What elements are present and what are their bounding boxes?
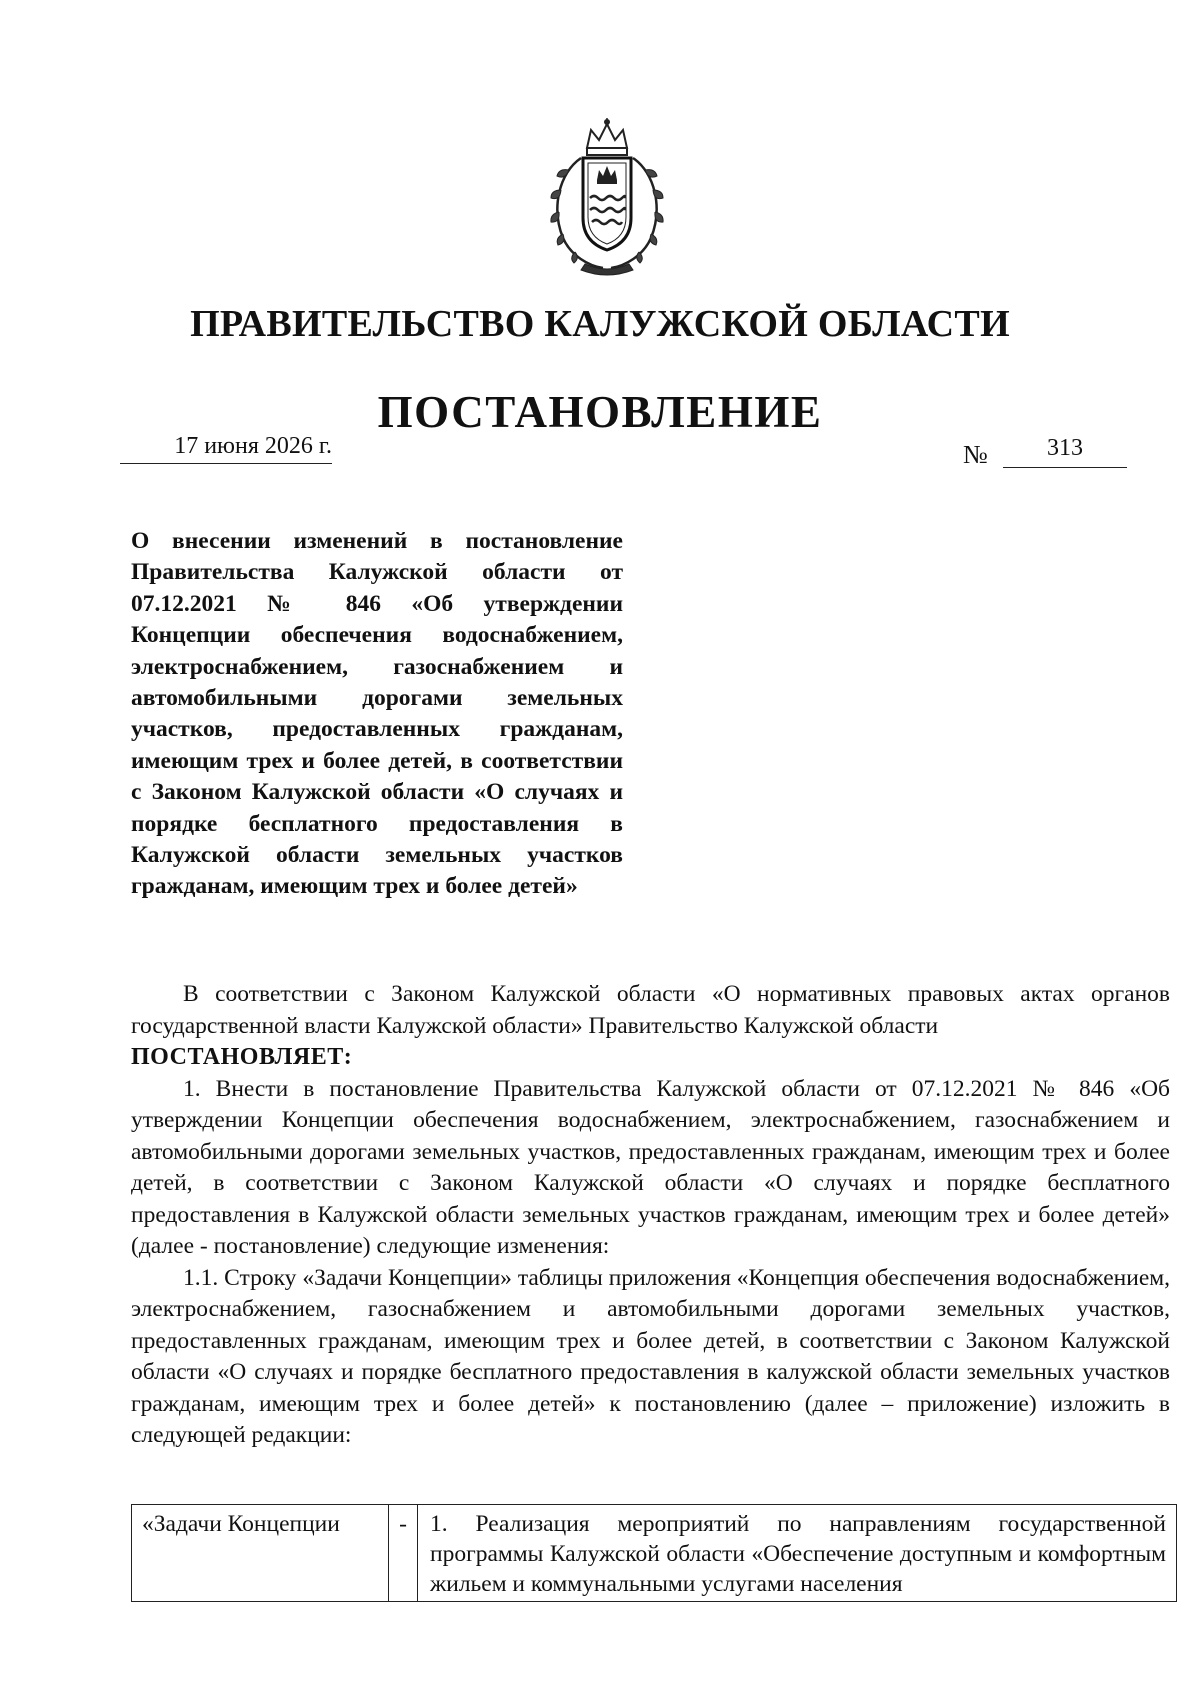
document-body [131,979,1170,1452]
document-number-field [963,430,1127,470]
document-date-field [120,433,332,464]
number-underline [1003,467,1127,468]
coat-of-arms-emblem-icon [541,118,673,276]
table-cell-content: 1. Реализация мероприятий по направлениям государственной программы Калужской области «Обеспечение доступным и комфортным жильем и коммунальными услугами населения [418,1505,1177,1602]
item-1-paragraph: 1. Внести в постановление Правительства Калужской области от 07.12.2021 № 846 «Об утверждении Концепции обеспечения водоснабжением, электроснабжением, газоснабжением и автомобильными дорогами земельных участков, предоставленных гражданам, имеющим трех и более детей, в соответствии с Законом Калужской области «О случаях и порядке бесплатного предоставления в Калужской области земельных участков гражданам, имеющим трех и более детей» (далее - постановление) следующие изменения: [131,1075,1170,1259]
amendment-table [131,1504,1177,1602]
number-sign: № [963,440,988,469]
decree-word: ПОСТАНОВЛЯЕТ: [131,1044,353,1070]
government-title: ПРАВИТЕЛЬСТВО КАЛУЖСКОЙ ОБЛАСТИ [190,303,1010,345]
table-cell-label: «Задачи Концепции [132,1505,389,1602]
preamble-paragraph: В соответствии с Законом Калужской области «О нормативных правовых актах органов государственной власти Калужской области» Правительство Калужской области [131,981,1170,1039]
table-row [132,1505,1177,1602]
table-cell-dash: - [389,1505,418,1602]
document-number: 313 [1047,435,1083,461]
document-date: 17 июня 2026 г. [174,433,332,459]
document-type-heading: ПОСТАНОВЛЕНИЕ [377,387,823,437]
item-1-1-paragraph: 1.1. Строку «Задачи Концепции» таблицы приложения «Концепция обеспечения водоснабжением, электроснабжением, газоснабжением и автомобильными дорогами земельных участков, предоставленных гражданам, имеющим трех и более детей, в соответствии с Законом Калужской области «О случаях и порядке бесплатного предоставления в калужской области земельных участков гражданам, имеющим трех и более детей» к постановлению (далее – приложение) изложить в следующей редакции: [131,1264,1170,1448]
document-subject: О внесении изменений в постановление Правительства Калужской области от 07.12.2021 № 846 «Об утверждении Концепции обеспечения водоснабжением, электроснабжением, газоснабжением и автомобильными дорогами земельных участков, предоставленных гражданам, имеющим трех и более детей, в соответствии с Законом Калужской области «О случаях и порядке бесплатного предоставления в Калужской области земельных участков гражданам, имеющим трех и более детей» [131,528,623,900]
decree-paragraph [131,1042,1170,1074]
